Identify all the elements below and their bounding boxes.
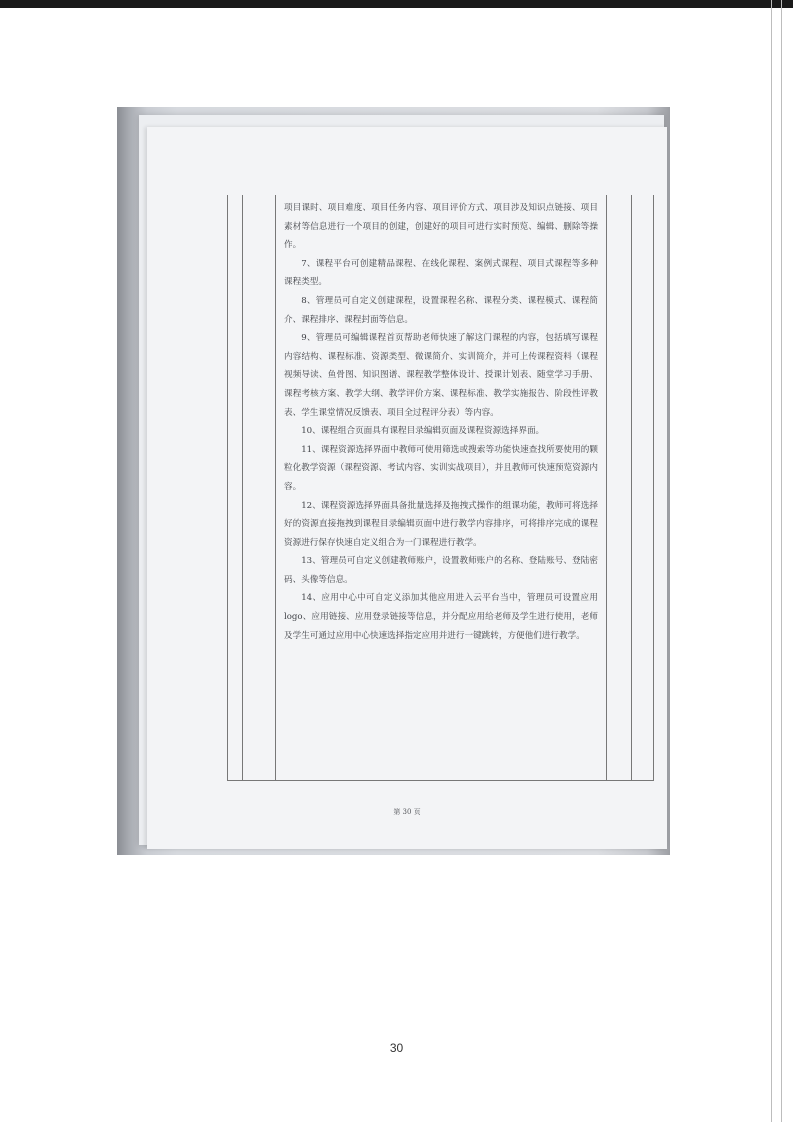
table-frame	[227, 195, 654, 781]
requirements-text	[284, 199, 598, 645]
document-sheet	[147, 127, 667, 849]
paragraph: 8、管理员可自定义创建课程，设置课程名称、课程分类、课程模式、课程简介、课程排序、课程封面等信息。	[284, 295, 598, 325]
scan-right-edge-line	[771, 0, 772, 1122]
paragraph: 13、管理员可自定义创建教师账户，设置教师账户的名称、登陆账号、登陆密码、头像等信息。	[284, 556, 598, 585]
paragraph: 14、应用中心中可自定义添加其他应用进入云平台当中，管理员可设置应用logo、应用链接、应用登录链接等信息，并分配应用给老师及学生进行使用，老师及学生可通过应用中心快速选择指定应用并进行一键跳转，方便他们进行教学。	[284, 593, 598, 641]
scan-right-edge-line	[781, 0, 782, 1122]
paragraph: 项目课时、项目难度、项目任务内容、项目评价方式、项目涉及知识点链接、项目素材等信息进行一个项目的创建，创建好的项目可进行实时预览、编辑、删除等操作。	[284, 203, 598, 251]
paragraph: 10、课程组合页面具有课程目录编辑页面及课程资源选择界面。	[301, 426, 545, 437]
photographed-page	[117, 107, 670, 855]
paragraph: 7、课程平台可创建精品课程、在线化课程、案例式课程、项目式课程等多种课程类型。	[284, 258, 598, 288]
table-column-divider	[631, 195, 632, 780]
inner-page-label: 第 30 页	[393, 808, 421, 816]
paragraph: 11、课程资源选择界面中教师可使用筛选或搜索等功能快速查找所要使用的颗粒化教学资源（课程资源、考试内容、实训实战项目），并且教师可快速预览资源内容。	[284, 444, 598, 492]
table-column-divider	[242, 195, 243, 780]
table-column-divider	[606, 195, 607, 780]
paragraph: 12、课程资源选择界面具备批量选择及拖拽式操作的组课功能，教师可将选择好的资源直接拖拽到课程目录编辑页面中进行教学内容排序，可将排序完成的课程资源进行保存快速自定义组合为一门课程进行教学。	[284, 500, 598, 548]
page-number: 30	[389, 1041, 404, 1055]
scan-top-border	[0, 0, 793, 8]
paragraph: 9、管理员可编辑课程首页帮助老师快速了解这门课程的内容，包括填写课程内容结构、课程标准、资源类型、微课简介、实训简介，并可上传课程资料（课程视频导读、鱼骨图、知识图谱、课程教学整体设计、授课计划表、随堂学习手册、课程考核方案、教学大纲、教学评价方案、课程标准、教学实施报告、阶段性评教表、学生课堂情况反馈表、项目全过程评分表）等内容。	[284, 333, 598, 418]
table-column-divider	[275, 195, 276, 780]
